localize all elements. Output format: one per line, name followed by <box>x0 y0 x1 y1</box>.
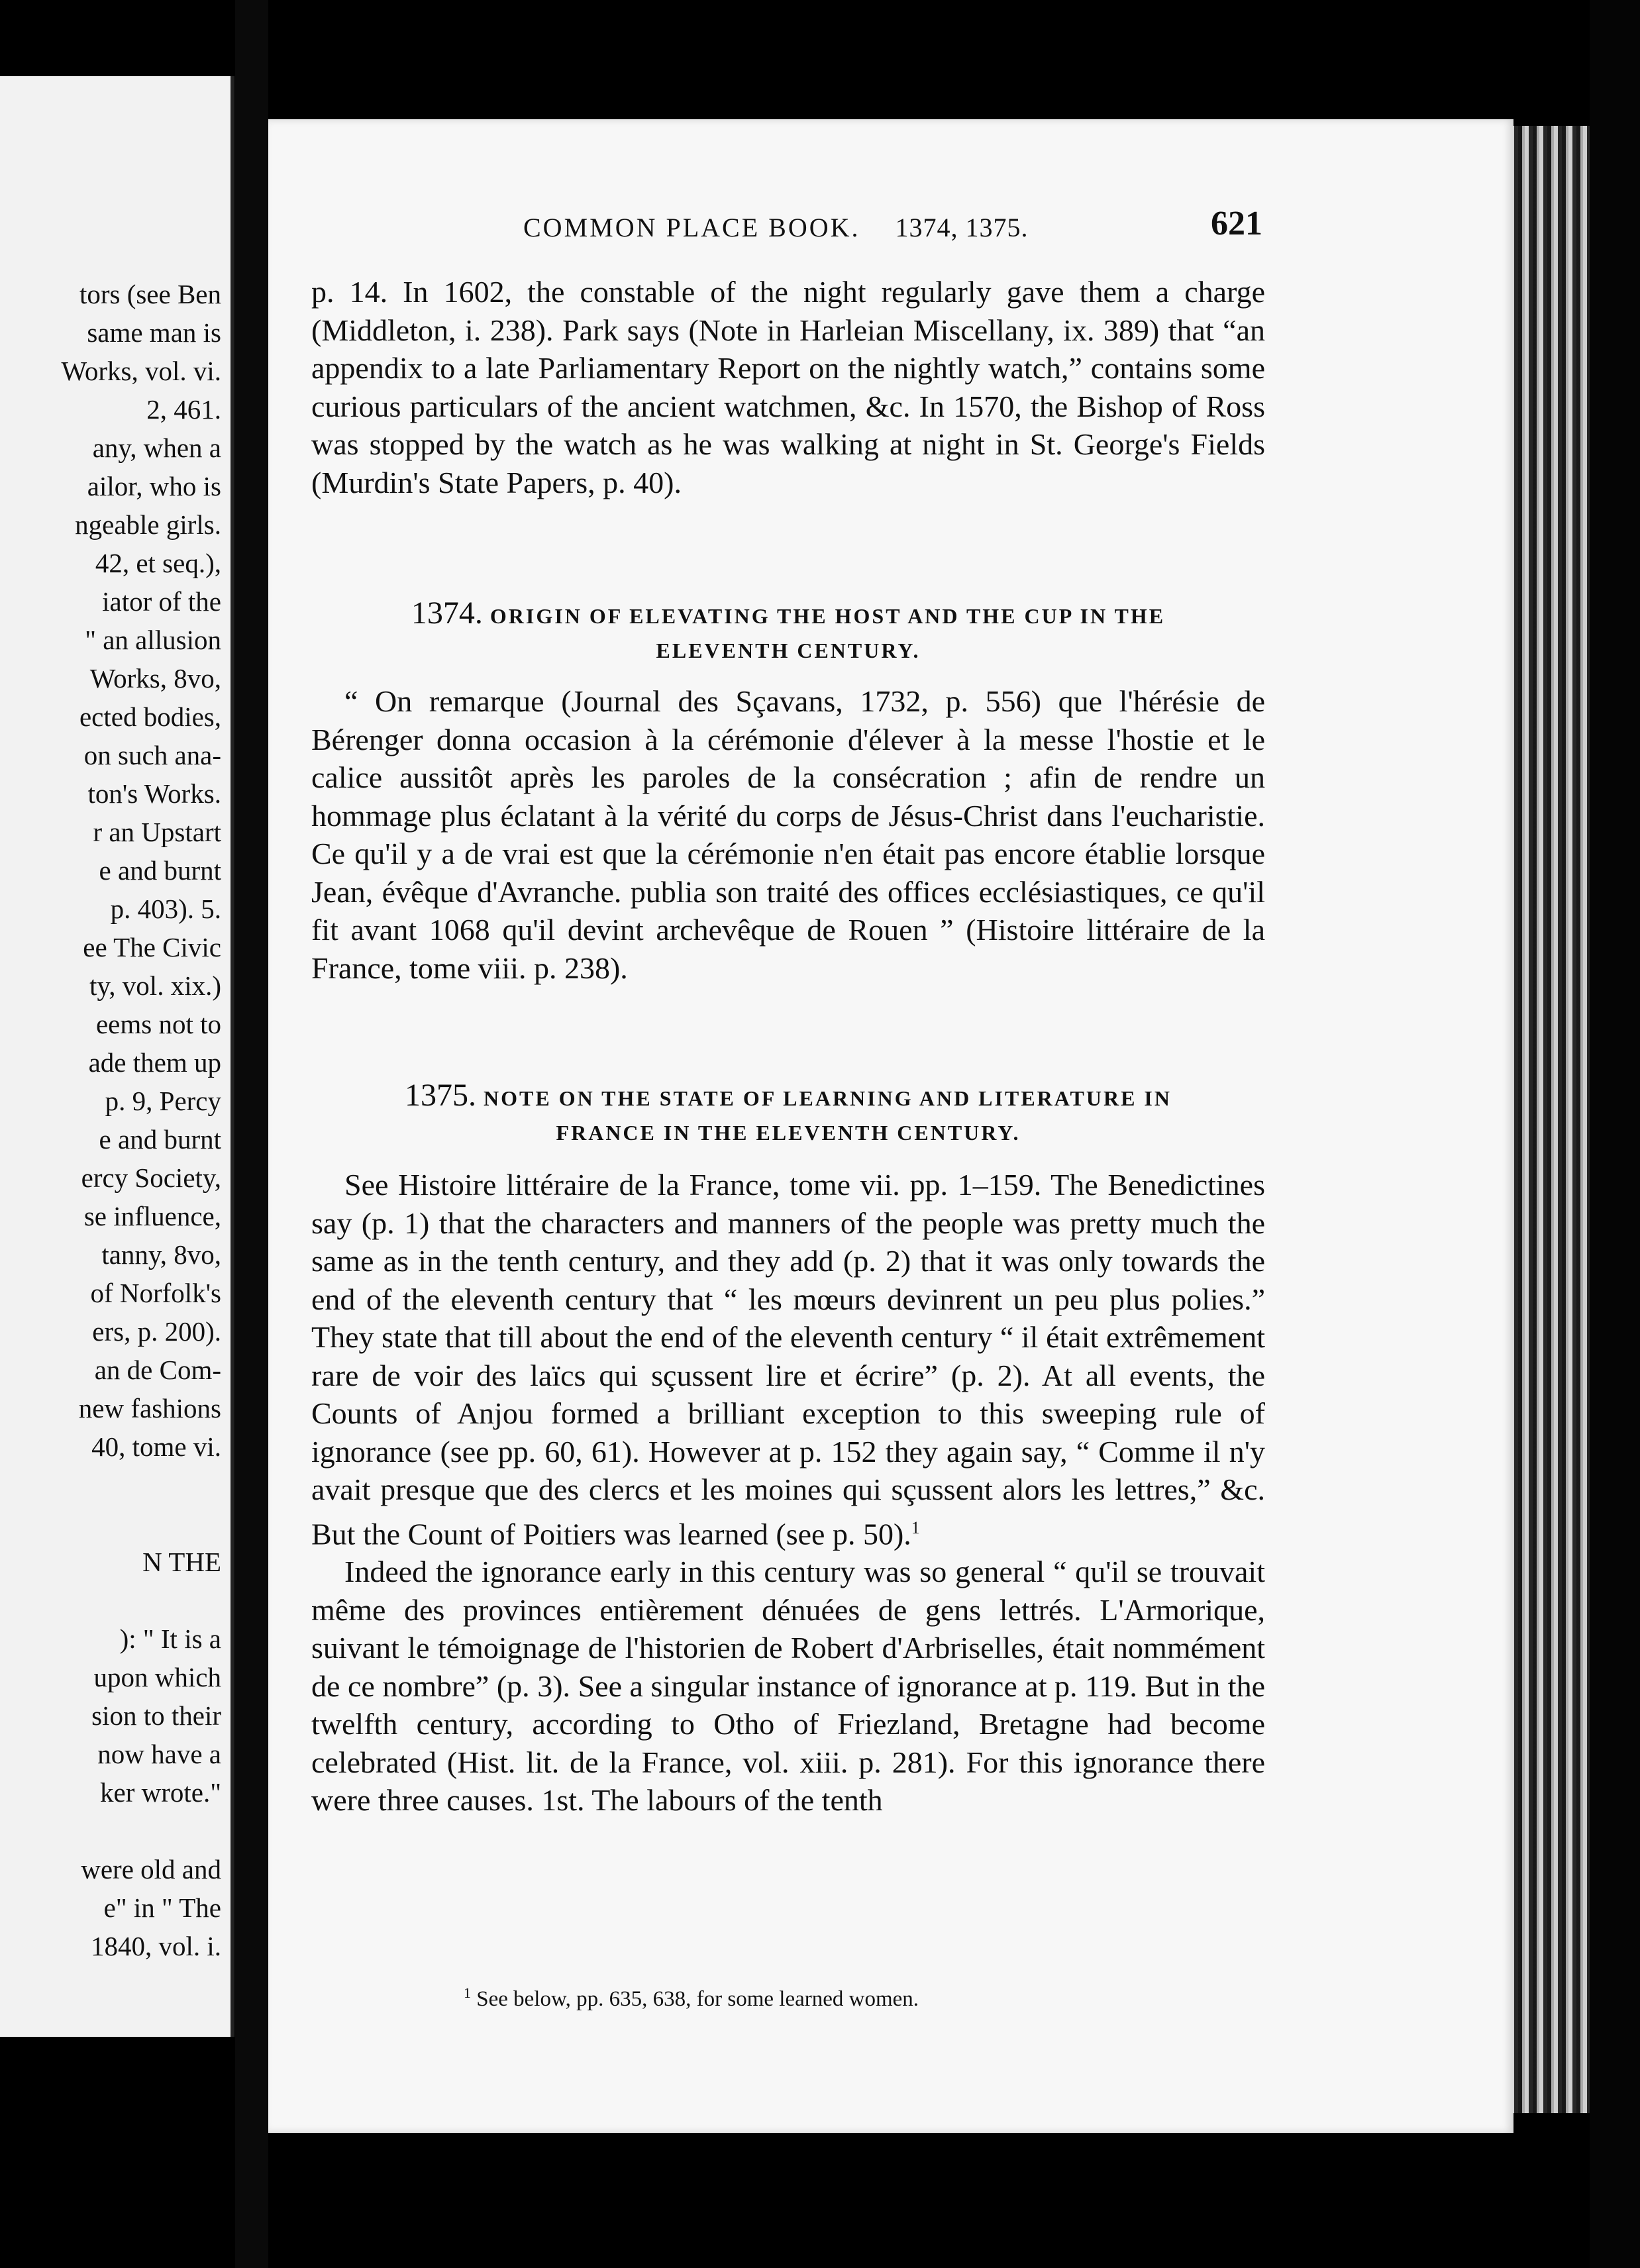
left-page-line: ercy Society, <box>81 1162 221 1193</box>
footnote-text: See below, pp. 635, 638, for some learned women. <box>476 1987 919 2011</box>
left-page-line: ers, p. 200). <box>92 1316 221 1347</box>
footnote-mark: 1 <box>464 1984 471 2001</box>
left-page-line: ker wrote." <box>100 1777 221 1808</box>
left-page-line: ton's Works. <box>87 778 221 809</box>
left-page-line: iator of the <box>102 586 221 617</box>
page-number: 621 <box>1211 205 1262 242</box>
left-page-line: e and burnt <box>99 855 221 886</box>
left-page-line: eems not to <box>95 1009 221 1039</box>
section-title-1374-line2: ELEVENTH CENTURY. <box>656 639 921 662</box>
left-page-line: Works, vol. vi. <box>61 356 221 386</box>
left-page-line: sion to their <box>91 1700 221 1731</box>
section-number-1375: 1375. <box>405 1078 477 1113</box>
left-page-line: ty, vol. xix.) <box>89 970 221 1001</box>
left-page-line: ngeable girls. <box>75 509 221 540</box>
section-number-1374: 1374. <box>411 595 483 631</box>
left-page-line: 42, et seq.), <box>95 548 221 578</box>
running-head-title: COMMON PLACE BOOK. <box>523 213 860 242</box>
scan-border-right <box>1590 0 1640 2268</box>
left-page-line: 40, tome vi. <box>91 1431 221 1462</box>
left-page-line: 2, 461. <box>146 394 221 425</box>
left-page-line: p. 9, Percy <box>105 1086 221 1116</box>
left-page-line: new fashions <box>78 1393 221 1423</box>
section-1375-paragraph-1-text: See Histoire littéraire de la France, tome vii. pp. 1–159. The Benedictines say (p. 1) that the characters and manners of the people was pretty much the same as in the tenth century, and they add (p. 2) that it was only towards the end of the eleventh century that “ les mœurs devinrent un peu plus polies.” They state that till about the end of the eleventh century “ il était extrêmement rare de voir des laïcs qui sçussent lire et écrire” (p. 2). At all events, the Counts of Anjou formed a brilliant exception to this sweeping rule of ignorance (see pp. 60, 61). However at p. 152 they again say, “ Comme il n'y avait presque que des clercs et les moines qui sçussent alors les lettres,” &c. But the Count of Poitiers was learned (see p. 50). <box>311 1168 1265 1551</box>
left-page-line: " an allusion <box>85 625 221 655</box>
left-page-line: se influence, <box>83 1201 221 1231</box>
left-page-line: on such ana- <box>83 740 221 770</box>
left-page-line: e" in " The <box>103 1892 221 1923</box>
left-page-line: ade them up <box>88 1047 221 1078</box>
section-heading-1374 <box>311 596 1265 668</box>
section-title-1375-line2: FRANCE IN THE ELEVENTH CENTURY. <box>556 1121 1021 1145</box>
left-page-line: 1840, vol. i. <box>90 1931 221 1961</box>
section-body-1374 <box>311 682 1265 987</box>
section-title-1375-line1: NOTE ON THE STATE OF LEARNING AND LITERATURE IN <box>484 1086 1172 1110</box>
left-page-line: ected bodies, <box>79 701 221 732</box>
continued-paragraph <box>311 273 1265 501</box>
left-page-line: same man is <box>87 317 221 348</box>
left-page-line: ee The Civic <box>83 932 221 962</box>
left-page-line: N THE <box>142 1547 221 1577</box>
left-page-line: now have a <box>97 1739 221 1769</box>
left-page-line: ailor, who is <box>87 471 221 501</box>
left-page-line: r an Upstart <box>93 817 221 847</box>
section-1375-paragraph-2: Indeed the ignorance early in this century was so general “ qu'il se trouvait même des provinces entièrement dénuées de gens lettrés. L'Armorique, suivant le témoignage de l'historien de Robert d'Arbriselles, était nommément de ce nombre” (p. 3). See a singular instance of ignorance at p. 119. But in the twelfth century, according to Otho of Friezland, Bretagne had become celebrated (Hist. lit. de la France, vol. xiii. p. 281). For this ignorance there were three causes. 1st. The labours of the tenth <box>311 1555 1265 1818</box>
left-page-line: upon which <box>93 1662 221 1692</box>
top-paragraph: p. 14. In 1602, the constable of the night regularly gave them a charge (Middleton, i. 238). Park says (Note in Harleian Miscellany, ix. 389) that “an appendix to a late Parliamentary Report on the nightly watch,” contains some curious particulars of the ancient watchmen, &c. In 1570, the Bishop of Ross was stopped by the watch as he was walking at night in St. George's Fields (Murdin's State Papers, p. 40). <box>311 275 1265 499</box>
left-page-line: e and burnt <box>99 1124 221 1155</box>
section-1375-paragraph-1 <box>311 1166 1265 1553</box>
book-gutter <box>235 0 268 2268</box>
left-page-line: ): " It is a <box>119 1624 221 1654</box>
section-body-1375 <box>311 1166 1265 1820</box>
left-page-line: were old and <box>81 1854 221 1884</box>
left-page-line: tors (see Ben <box>79 279 221 309</box>
running-head <box>523 212 1265 243</box>
footnote-reference: 1 <box>911 1518 920 1537</box>
page-edges <box>1504 126 1603 2113</box>
running-head-years: 1374, 1375. <box>895 213 1029 242</box>
section-title-1374-line1: ORIGIN OF ELEVATING THE HOST AND THE CUP IN THE <box>489 604 1166 628</box>
section-heading-1375 <box>311 1078 1265 1150</box>
left-page-line: tanny, 8vo, <box>101 1239 221 1270</box>
left-facing-page <box>0 76 234 2037</box>
left-page-line: Works, 8vo, <box>89 663 221 694</box>
footnote <box>464 1984 1126 2012</box>
left-page-line: any, when a <box>92 433 221 463</box>
left-page-line: an de Com- <box>94 1355 221 1385</box>
left-page-line: p. 403). 5. <box>110 894 221 924</box>
section-1374-paragraph: “ On remarque (Journal des Sçavans, 1732, p. 556) que l'hérésie de Bérenger donna occasion à la cérémonie d'élever à la messe l'hostie et le calice aussitôt après les paroles de la consécration ; afin de rendre un hommage plus éclatant à la vérité du corps de Jésus-Christ dans l'eucharistie. Ce qu'il y a de vrai est que la cérémonie n'en était pas encore établie lorsque Jean, évêque d'Avranche. publia son traité des offices ecclésiastiques, ce qu'il fit avant 1068 qu'il devint archevêque de Rouen ” (Histoire littéraire de la France, tome viii. p. 238). <box>311 684 1265 985</box>
left-page-line: of Norfolk's <box>90 1278 221 1308</box>
